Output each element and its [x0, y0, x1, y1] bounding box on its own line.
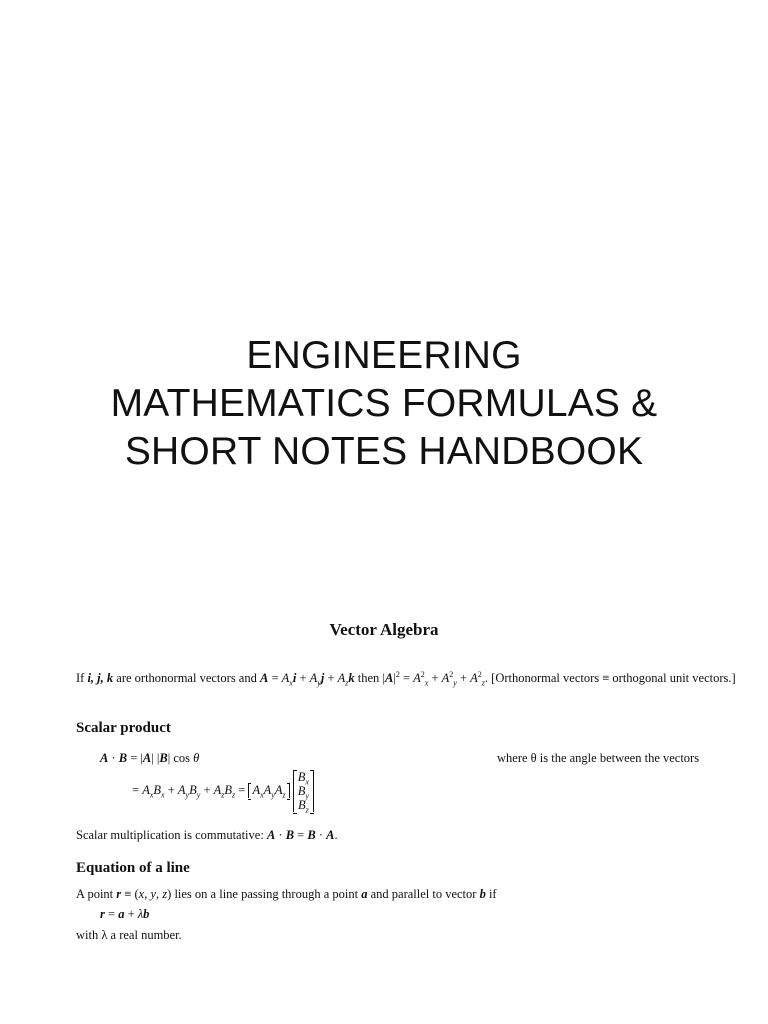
- intro-note: [Orthonormal vectors ≡ orthogonal unit vectors.]: [491, 671, 736, 685]
- line-equation: r = a + λb: [100, 907, 150, 921]
- line-text-prefix: A point: [76, 887, 114, 901]
- commutative-paragraph: [76, 827, 736, 844]
- line-text-mid: lies on a line passing through a point: [174, 887, 359, 901]
- point-a: a: [361, 887, 368, 901]
- line-definition-paragraph: [76, 886, 736, 903]
- lambda-note: with λ a real number.: [76, 928, 182, 942]
- vector-decomposition-formula: $A = A_xi + A_yj + A_zk$: [259, 671, 355, 688]
- magnitude-formula: $|A|^2 = A^2_x + A^2_y + A^2_z$.: [382, 669, 489, 688]
- commutative-formula: A · B = B · A.: [266, 828, 338, 842]
- line-text-suffix: if: [488, 887, 497, 901]
- commutative-text: Scalar multiplication is commutative:: [76, 828, 264, 842]
- orthonormal-intro-paragraph: [76, 670, 736, 687]
- title-line-2: MATHEMATICS FORMULAS &: [110, 382, 658, 425]
- vector-b: b: [479, 887, 486, 901]
- heading-equation-of-line: Equation of a line: [76, 860, 190, 876]
- title-line-3: SHORT NOTES HANDBOOK: [124, 430, 644, 473]
- document-title: [0, 332, 768, 476]
- intro-mid: are orthonormal vectors and: [116, 671, 257, 685]
- intro-then: then: [357, 671, 380, 685]
- heading-scalar-product: Scalar product: [76, 720, 171, 736]
- point-formula: r ≡ (x, y, z): [116, 887, 172, 901]
- intro-prefix: If: [76, 671, 85, 685]
- line-text-mid2: and parallel to vector: [370, 887, 477, 901]
- column-vector: $B_x$ $B_y$ $B_z$: [293, 770, 314, 812]
- angle-note: where θ is the angle between the vectors: [497, 751, 700, 765]
- row-vector: $A_xA_yA_z$: [248, 783, 289, 798]
- title-line-1: ENGINEERING: [246, 334, 522, 377]
- component-product-formula: = $A_xB_x + A_yB_y + A_zB_z = A_xA_yA_z$ $B_x$ $B_y$ $B_z$: [132, 770, 314, 812]
- scalar-product-formula: A · B = |A| |B| cos θ: [100, 751, 200, 765]
- section-title-vector-algebra: Vector Algebra: [329, 620, 439, 639]
- intro-vectors: i, j, k: [87, 671, 114, 685]
